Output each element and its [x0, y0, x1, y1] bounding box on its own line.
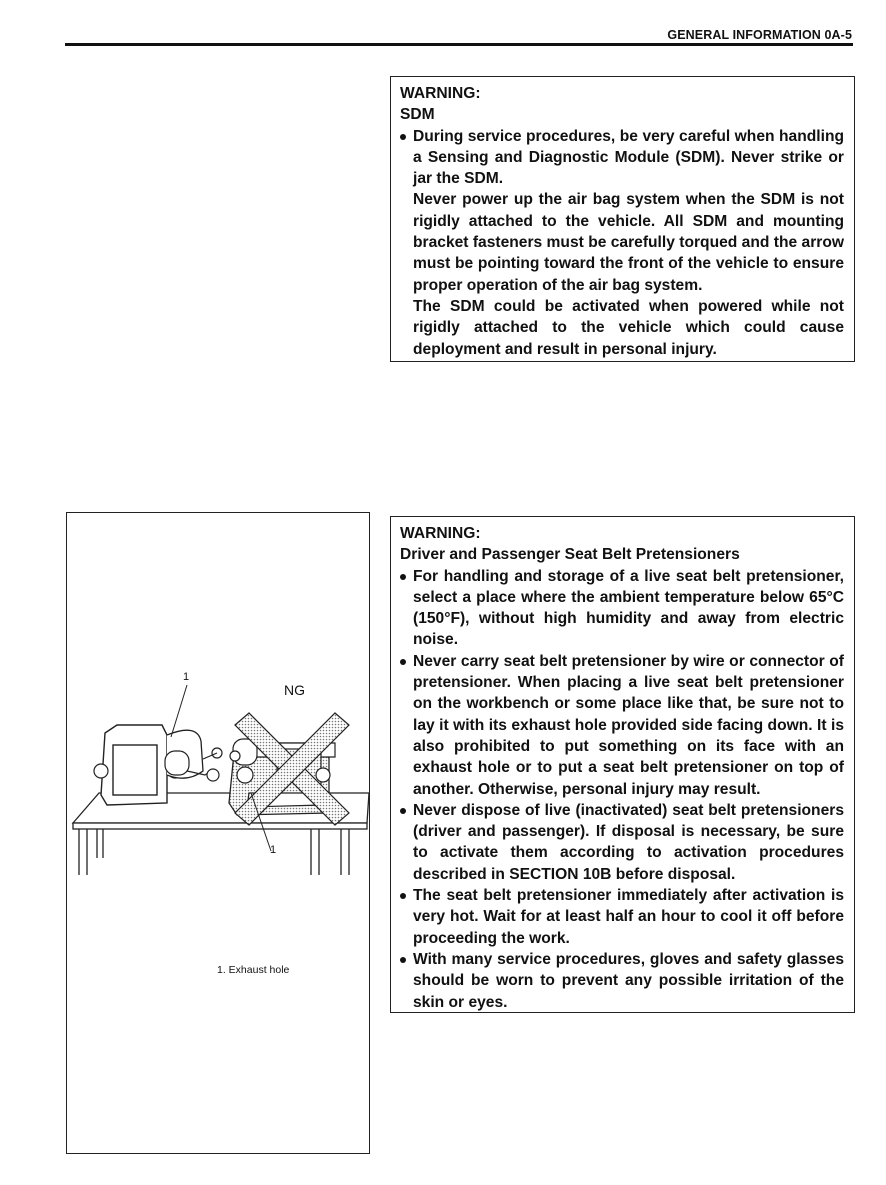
pretensioner-bullet-2: Never carry seat belt pretensioner by wire or connector of pretensioner. When placing a live seat belt pretensioner on the workbench or some place like that, be sure not to lay it with its exhaust hole provided side facing down. It is also prohibited to put something on its face with an exhaust hole or to put a seat belt pretensioner on top of another. Otherwise, personal injury may result. — [400, 651, 844, 800]
pretensioner-warning-subtitle: Driver and Passenger Seat Belt Pretensioners — [400, 546, 740, 564]
pretensioner-warning-box — [390, 516, 855, 1013]
pretensioner-figure — [66, 512, 370, 1154]
sdm-warning-box — [390, 76, 855, 362]
pretensioner-bullet-1: For handling and storage of a live seat belt pretensioner, select a place where the ambient temperature below 65°C (150°F), without high humidity and away from electric noise. — [400, 566, 844, 651]
sdm-warning-title: WARNING: — [400, 85, 481, 102]
ng-label: NG — [284, 682, 305, 698]
sdm-warning-bullet: During service procedures, be very careful when handling a Sensing and Diagnostic Module (SDM). Never strike or jar the SDM. — [400, 126, 844, 190]
sdm-warning-para-1: Never power up the air bag system when the SDM is not rigidly attached to the vehicle. All SDM and mounting bracket fasteners must be carefully torqued and the arrow must be pointing toward the front of the vehicle to ensure proper operation of the air bag system. — [413, 191, 844, 294]
sdm-warning-subtitle: SDM — [400, 106, 435, 124]
pretensioner-bullet-4: The seat belt pretensioner immediately after activation is very hot. Wait for at least half an hour to cool it off before proceeding the work. — [400, 885, 844, 949]
figure-caption: 1. Exhaust hole — [217, 964, 290, 976]
sdm-warning-para-2: The SDM could be activated when powered while not rigidly attached to the vehicle which could cause deployment and result in personal injury. — [413, 297, 844, 358]
pretensioner-illustration — [67, 513, 369, 1153]
pretensioner-bullet-5: With many service procedures, gloves and safety glasses should be worn to prevent any possible irritation of the skin or eyes. — [400, 949, 844, 1013]
pretensioner-warning-title: WARNING: — [400, 525, 481, 542]
pretensioner-bullet-3: Never dispose of live (inactivated) seat belt pretensioners (driver and passenger). If disposal is necessary, be sure to activate them according to activation procedures described in SECTION 10B before disposal. — [400, 800, 844, 885]
callout-1-bottom: 1 — [270, 844, 277, 856]
page-header-title: GENERAL INFORMATION 0A-5 — [667, 28, 852, 42]
callout-1-top: 1 — [183, 671, 190, 683]
header-rule — [65, 43, 853, 46]
